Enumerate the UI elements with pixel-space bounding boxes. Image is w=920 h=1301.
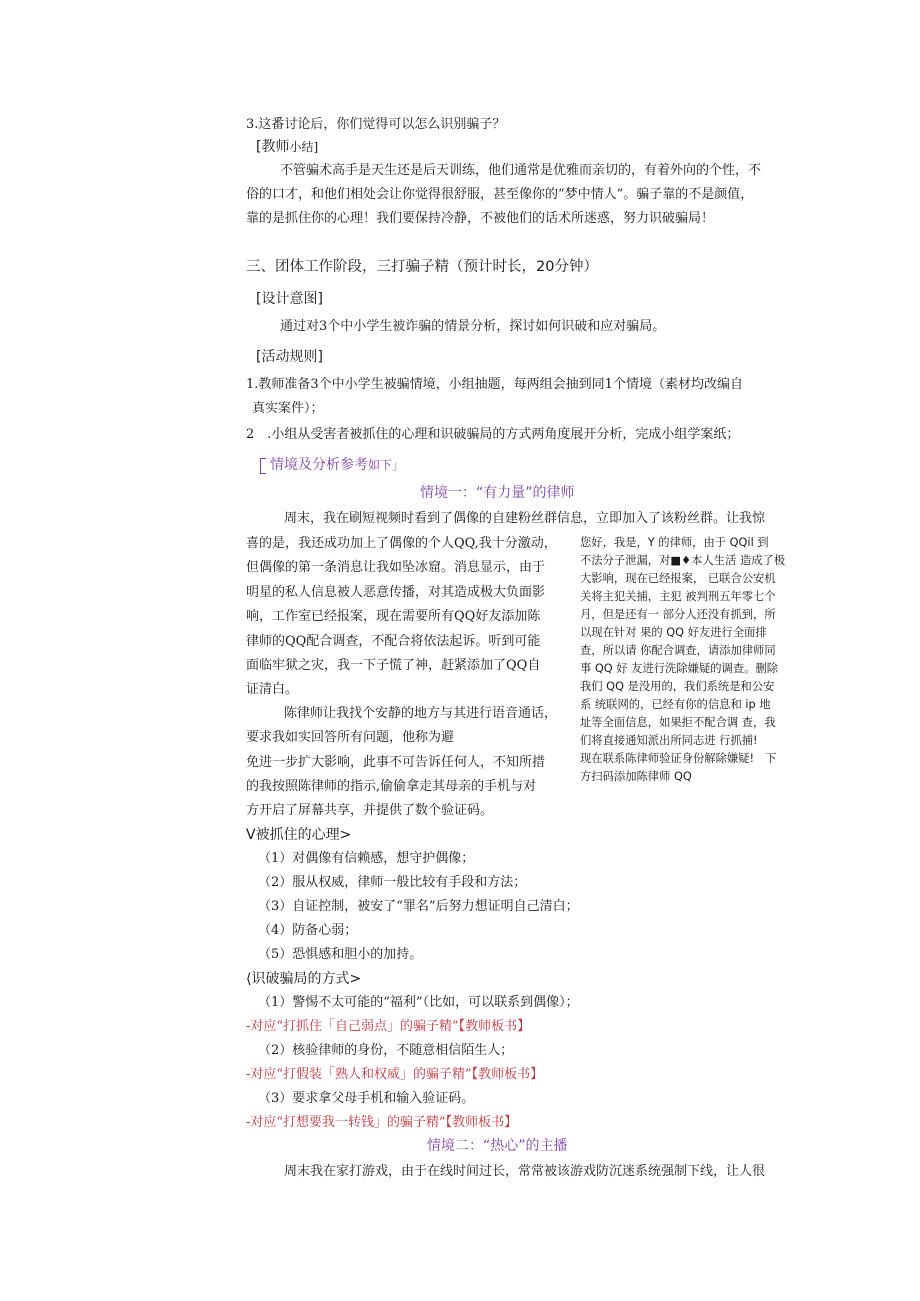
- method-3: （3）要求拿父母手机和输入验证码。: [258, 1091, 475, 1106]
- method-3-note: -对应“打想要我一转钱」的骗子精”【教师板书】: [246, 1115, 518, 1130]
- teacher-summary-label-bold: [教师: [256, 139, 290, 155]
- psychology-heading: V被抓住的心理>: [246, 827, 352, 843]
- scenario-1-story-line-4: 明星的私人信息被人恶意传播，对其造成极大负面影: [246, 585, 546, 600]
- scam-message-line-5: 月，但是还有一 部分人还没有抓到，所: [580, 608, 776, 621]
- reference-label-main: 情境及分析参考: [270, 457, 368, 473]
- scam-message-line-3: 大影响，现在已经报案， 已联合公安机: [580, 572, 776, 585]
- scam-message-line-7: 查，所以请 你配合调查，请添加律师同: [580, 644, 776, 657]
- scam-message-line-4: 关将主犯关捕，主犯 被判刑五年零七个: [580, 590, 776, 603]
- activity-rules-label: [活动规则]: [256, 349, 323, 365]
- scenario-2-title: 情境二：“热心”的主播: [427, 1138, 568, 1154]
- teacher-summary-label: [256, 138, 318, 157]
- design-intent-label: [设计意图]: [256, 291, 323, 307]
- scenario-1-story-line-7: 面临牢狱之灾，我一下子慌了神，赶紧添加了QQ自: [246, 658, 541, 673]
- scenario-1-story2-line-4: 的我按照陈律师的指示,偷偷拿走其母亲的手机与对: [246, 779, 537, 794]
- scenario-1-title: 情境一：“有力量”的律师: [420, 485, 575, 501]
- scam-message-line-12: 们将直接通知派出所同志进 行抓捕!: [580, 734, 758, 747]
- design-intent-text: 通过对3个中小学生被诈骗的情景分析，探讨如何识破和应对骗局。: [280, 319, 666, 334]
- scenario-1-story-line-3: 但偶像的第一条消息让我如坠冰窟。消息显示，由于: [246, 560, 546, 575]
- scam-message-line-14: 方扫码添加陈律师 QQ: [580, 770, 692, 783]
- psychology-item-5: （5）恐惧感和胆小的加持。: [258, 947, 423, 962]
- psychology-item-1: （1）对偶像有信赖感，想守护偶像；: [258, 851, 475, 866]
- reference-label: [270, 456, 404, 475]
- scenario-1-story-line-8: 证清白。: [246, 682, 299, 697]
- method-1: （1）警惕不太可能的“福利”（比如，可以联系到偶像）；: [258, 995, 579, 1010]
- scenario-1-story-line-5: 响，工作室已经报案，现在需要所有QQ好友添加陈: [246, 609, 541, 624]
- scenario-1-story2-line-5: 方开启了屏幕共享，并提供了数个验证码。: [246, 803, 494, 818]
- question-3: 3.这番讨论后，你们觉得可以怎么识别骗子？: [246, 117, 506, 132]
- scenario-1-story2-line-3: 免进一步扩大影响，此事不可告诉任何人，不知所措: [246, 755, 546, 770]
- scam-message-line-10: 系 统联网的，已经有你的信息和 ip 地: [580, 698, 771, 711]
- scam-message-line-11: 址等全面信息，如果拒不配合调 查，我: [580, 716, 776, 729]
- teacher-summary-line-2: 俗的口才，和他们相处会让你觉得很舒服，甚至像你的“梦中情人”。骗子靠的不是颜值，: [246, 187, 754, 202]
- method-2-note: -对应“打假装「熟人和权威」的骗子精”【教师板书】: [246, 1067, 544, 1082]
- scam-message-line-2: 不法分子泄漏，对■♦本人生活 造成了极: [580, 554, 786, 567]
- method-2: （2）核验律师的身份，不随意相信陌生人；: [258, 1043, 514, 1058]
- scenario-1-story2-line-1: 陈律师让我找个安静的地方与其进行语音通话，: [284, 706, 558, 721]
- psychology-item-4: （4）防备心弱；: [258, 923, 358, 938]
- rule-2: 2 .小组从受害者被抓住的心理和识破骗局的方式两角度展开分析，完成小组学案纸；: [246, 427, 740, 442]
- teacher-summary-label-small: 小结]: [289, 140, 319, 154]
- scenario-1-story-line-6: 律师的QQ配合调查，不配合将依法起诉。听到可能: [246, 634, 541, 649]
- scam-message-line-6: 以现在针对 果的 QQ 好友进行全面排: [580, 626, 767, 639]
- reference-bracket: [260, 458, 266, 474]
- psychology-item-2: （2）服从权威，律师一般比较有手段和方法；: [258, 875, 527, 890]
- scenario-1-story-line-2: 喜的是，我还成功加上了偶像的个人QQ,我十分激动，: [246, 536, 557, 551]
- scenario-1-story-line-1: 周末，我在刷短视频时看到了偶像的自建粉丝群信息，立即加入了该粉丝群。让我惊: [284, 511, 766, 526]
- reference-label-small: 如下」: [368, 458, 405, 472]
- scam-message-line-1: 您好，我是，Y 的律师，由于 QQil 到: [580, 536, 769, 549]
- scam-message-line-8: 事 QQ 好 友进行洗除嫌疑的调查。删除: [580, 662, 779, 675]
- psychology-item-3: （3）自证控制，被安了“罪名”后努力想证明自己清白；: [258, 899, 579, 914]
- teacher-summary-line-1: 不管骗术高手是天生还是后天训练，他们通常是优雅而亲切的，有着外向的个性，不: [280, 163, 762, 178]
- method-1-note: -对应“打抓住「自己弱点」的骗子精”【教师板书】: [246, 1019, 531, 1034]
- rule-1-line-1: 1.教师准备3个中小学生被骗情境，小组抽题，每两组会抽到同1个情境（素材均改编自: [246, 377, 743, 392]
- methods-heading: ⟨识破骗局的方式>: [246, 971, 362, 987]
- scenario-2-first-line: 周末我在家打游戏，由于在线时间过长，常常被该游戏防沉迷系统强制下线，让人很: [284, 1164, 766, 1179]
- scenario-1-story2-line-2: 要求我如实回答所有问题，他称为避: [246, 730, 455, 745]
- teacher-summary-line-3: 靠的是抓住你的心理！我们要保持冷静，不被他们的话术所迷惑，努力识破骗局！: [246, 211, 715, 226]
- scam-message-line-9: 我们 QQ 是没用的，我们系统是和公安: [580, 680, 775, 693]
- rule-1-line-2: 真实案件）；: [252, 401, 324, 416]
- section-3-heading: 三、团体工作阶段，三打骗子精（预计时长，20分钟）: [246, 259, 598, 275]
- scam-message-line-13: 现在联系陈律师验证身份解除嫌疑! 下: [580, 752, 777, 765]
